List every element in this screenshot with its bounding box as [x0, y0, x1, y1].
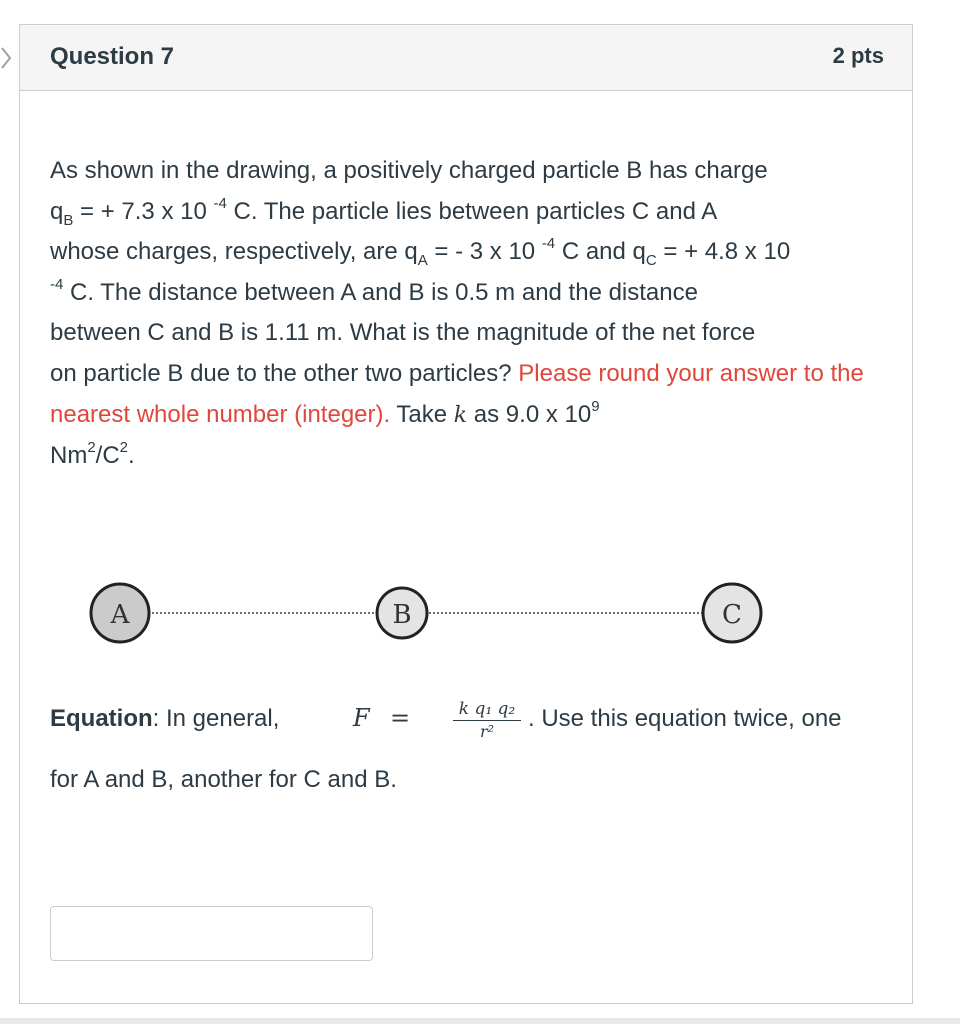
equation-line: Equation: In general, F = k q₁ q₂ r² . Use this equation twice, one — [50, 699, 842, 741]
particle-a — [91, 584, 149, 642]
question-text: As shown in the drawing, a positively charged particle B has charge $q_B$ = + 7.3 x 10 $^{-4}$ C. The particle lies between particles C and A whose charges, respectively, are $q_A$ = - 3 x 10 $^{-4}$ C and $q_C$ = + 4.8 x 10 $^{-4}$ C. The distance between A and B is 0.5 m and the distance between C and B is 1.11 m. What is the magnitude of the net force on particle B due to the other two particles? Please round your answer to the nearest whole number (integer). Take k as 9.0 x $10^9$ $Nm^2/C^2$. — [50, 157, 864, 470]
particle-b-label: B — [392, 600, 412, 630]
particle-a-label: A — [110, 600, 130, 630]
coulomb-fraction: k q₁ q₂ r² — [447, 699, 527, 741]
equation-note: for A and B, another for C and B. — [50, 766, 397, 793]
question-title: Question 7 — [50, 43, 175, 70]
particle-b — [377, 588, 427, 638]
particle-c — [703, 584, 761, 642]
chevron-right-icon[interactable] — [0, 46, 12, 70]
question-card — [19, 24, 913, 1004]
particle-c-label: C — [722, 600, 742, 630]
rounding-instruction: Please round your answer to the nearest whole number (integer). — [50, 359, 864, 428]
bottom-scrollbar — [0, 1018, 960, 1024]
answer-input[interactable] — [50, 906, 373, 961]
question-points: 2 pts — [832, 43, 884, 68]
equation-label: Equation — [50, 705, 153, 732]
particle-diagram — [80, 581, 780, 651]
question-header — [20, 25, 912, 91]
